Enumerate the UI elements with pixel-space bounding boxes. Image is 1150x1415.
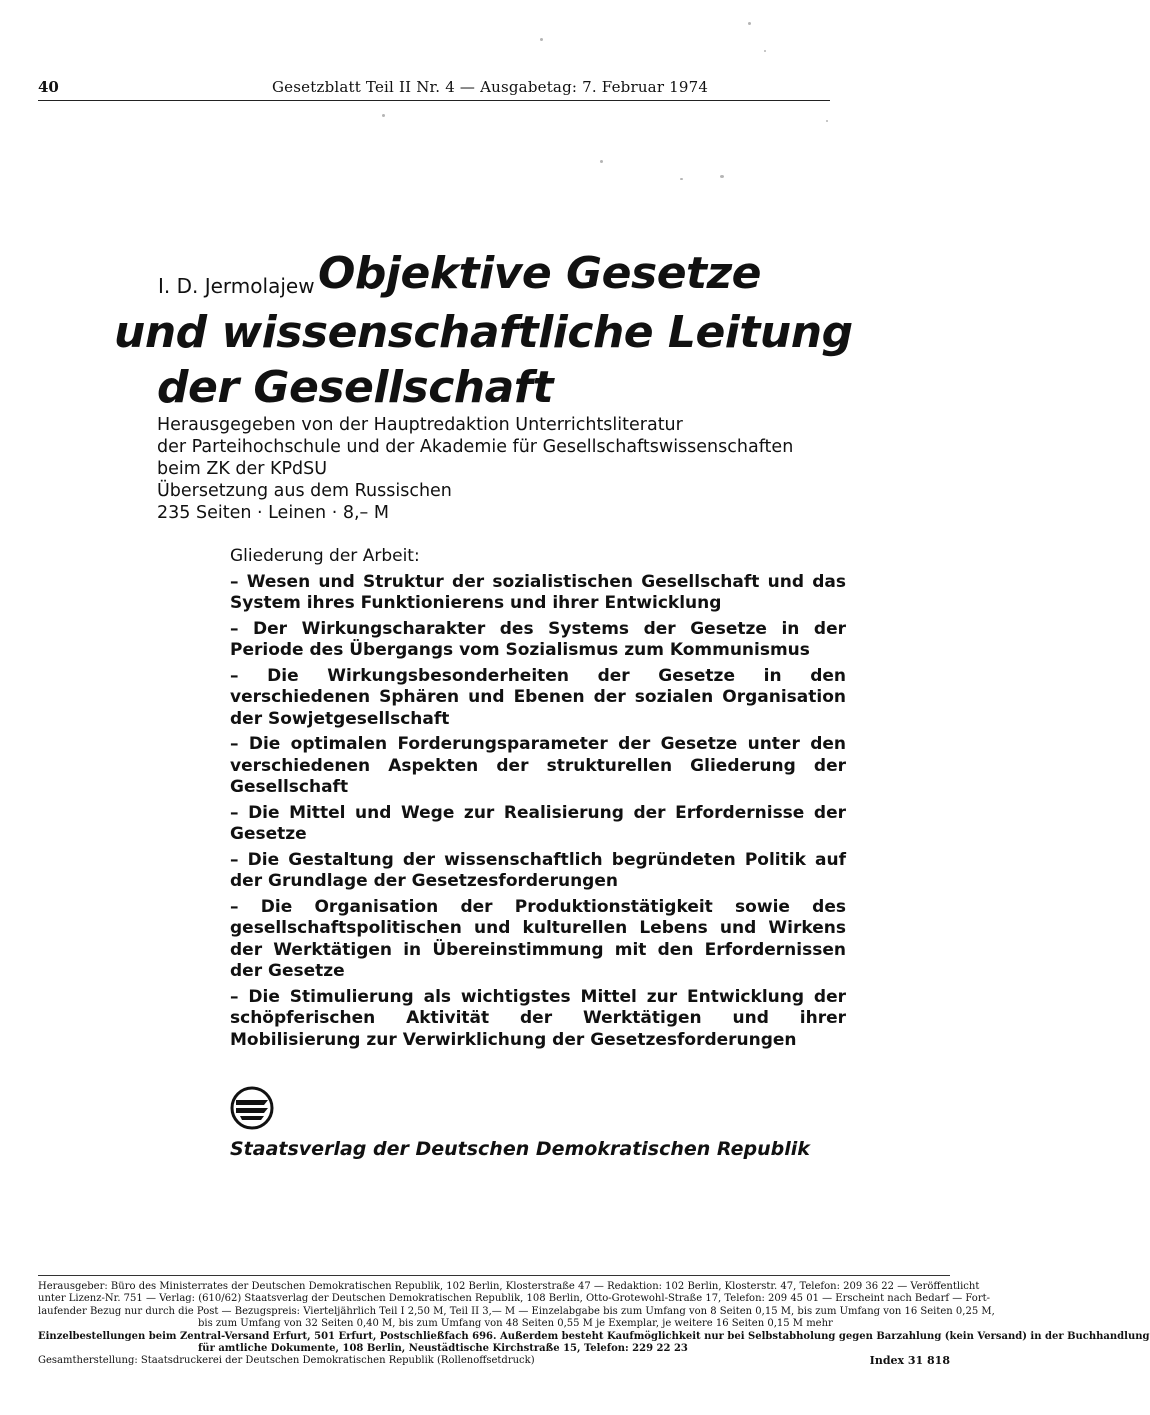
publication-info: [157, 414, 793, 524]
print-speck: [382, 114, 385, 117]
print-speck: [764, 50, 766, 52]
print-speck: [720, 175, 724, 178]
book-title-line: und wissenschaftliche Leitung: [114, 307, 853, 358]
author-name: I. D. Jermolajew: [158, 274, 315, 298]
print-speck: [826, 120, 828, 122]
contents-item: – Die Mittel und Wege zur Realisierung der Erfordernisse der Gesetze: [230, 802, 846, 844]
contents-item: – Wesen und Struktur der sozialistischen Gesellschaft und das System ihres Funktionierens und ihrer Entwicklung: [230, 571, 846, 613]
imprint-rule: [38, 1275, 950, 1276]
publication-info-line: beim ZK der KPdSU: [157, 459, 328, 479]
print-speck: [540, 38, 543, 41]
imprint: [38, 1281, 1150, 1368]
imprint-line: unter Lizenz-Nr. 751 — Verlag: (610/62) Staatsverlag der Deutschen Demokratischen Republik, 108 Berlin, Otto-Grotewohl-Straße 17, Telefon: 209 45 01 — Erscheint nach Bedarf — Fort-: [38, 1293, 990, 1305]
contents-item: – Der Wirkungscharakter des Systems der Gesetze in der Periode des Übergangs vom Sozialismus zum Kommunismus: [230, 618, 846, 660]
contents-item: – Die Stimulierung als wichtigstes Mittel zur Entwicklung der schöpferischen Aktivität der Werktätigen und ihrer Mobilisierung zur Verwirklichung der Gesetzesforderungen: [230, 986, 846, 1050]
publication-info-line: Übersetzung aus dem Russischen: [157, 481, 452, 501]
imprint-line: für amtliche Dokumente, 108 Berlin, Neustädtische Kirchstraße 15, Telefon: 229 22 23: [198, 1343, 688, 1355]
contents-heading: Gliederung der Arbeit:: [230, 546, 420, 566]
publisher-logo-icon: [230, 1086, 274, 1130]
imprint-line: Einzelbestellungen beim Zentral-Versand Erfurt, 501 Erfurt, Postschließfach 696. Außerdem besteht Kaufmöglichkeit nur bei Selbstabholung gegen Barzahlung (kein Versand) in der Buchhandlung: [38, 1330, 1150, 1342]
contents-item: – Die Gestaltung der wissenschaftlich begründeten Politik auf der Grundlage der Gesetzesforderungen: [230, 849, 846, 891]
imprint-line: Herausgeber: Büro des Ministerrates der Deutschen Demokratischen Republik, 102 Berlin, Klosterstraße 47 — Redaktion: 102 Berlin, Klosterstr. 47, Telefon: 209 36 22 — Veröffentlicht: [38, 1281, 980, 1292]
table-of-contents: [230, 546, 846, 1055]
publication-info-line: der Parteihochschule und der Akademie für Gesellschaftswissenschaften: [157, 437, 794, 457]
contents-item: – Die Organisation der Produktionstätigkeit sowie des gesellschaftspolitischen und kulturellen Lebens und Wirkens der Werktätigen in Übereinstimmung mit den Erfordernissen der Gesetze: [230, 896, 846, 981]
contents-item: – Die Wirkungsbesonderheiten der Gesetze in den verschiedenen Sphären und Ebenen der sozialen Organisation der Sowjetgesellschaft: [230, 665, 846, 729]
running-header: [38, 76, 828, 98]
running-title: Gesetzblatt Teil II Nr. 4 — Ausgabetag: 7. Februar 1974: [272, 78, 709, 96]
print-speck: [600, 160, 603, 163]
header-rule: [38, 100, 830, 101]
imprint-line: laufender Bezug nur durch die Post — Bezugspreis: Vierteljährlich Teil I 2,50 M, Teil II 3,— M — Einzelabgabe bis zum Umfang von 8 Seiten 0,15 M, bis zum Umfang von 16 Seiten 0,25 M,: [38, 1305, 995, 1317]
imprint-line: bis zum Umfang von 32 Seiten 0,40 M, bis zum Umfang von 48 Seiten 0,55 M je Exemplar, je weitere 16 Seiten 0,15 M mehr: [198, 1318, 833, 1330]
book-title-line: der Gesellschaft: [157, 362, 553, 413]
publisher-name: Staatsverlag der Deutschen Demokratischen Republik: [230, 1138, 810, 1160]
book-title-line: Objektive Gesetze: [318, 248, 762, 299]
print-speck: [748, 22, 751, 25]
imprint-line: Gesamtherstellung: Staatsdruckerei der Deutschen Demokratischen Republik (Rollenoffsetdruck): [38, 1355, 535, 1367]
page-number: 40: [38, 78, 59, 96]
publication-info-line: 235 Seiten · Leinen · 8,– M: [157, 503, 389, 523]
contents-item: – Die optimalen Forderungsparameter der Gesetze unter den verschiedenen Aspekten der strukturellen Gliederung der Gesellschaft: [230, 734, 846, 797]
index-number: Index 31 818: [869, 1354, 950, 1368]
publication-info-line: Herausgegeben von der Hauptredaktion Unterrichtsliteratur: [157, 415, 683, 435]
print-speck: [680, 178, 683, 180]
